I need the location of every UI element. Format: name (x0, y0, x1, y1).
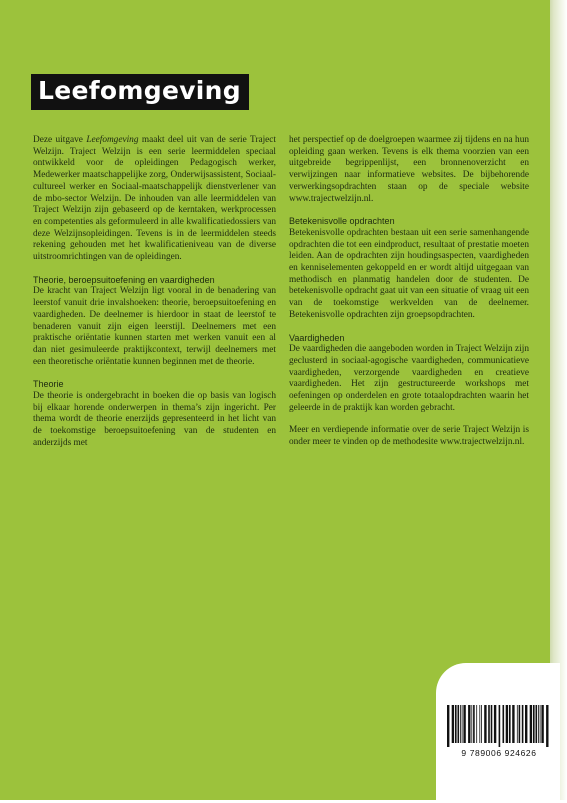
section-heading-opdrachten: Betekenisvolle opdrachten (289, 216, 395, 227)
section-text-theorie: De theorie is ondergebracht in boeken die op basis van logisch bij elkaar horende onderwerpen in thema’s zijn ingericht. Per thema wordt de theorie enerzijds gepresenteerd in het licht van de toekomstige beroepsuitoefening van de studenten en anderzijds met (33, 391, 276, 448)
series-title: Leefomgeving (31, 74, 249, 110)
barcode-icon (445, 705, 553, 747)
right-text-column (289, 135, 529, 460)
section-heading-vaardigheden: Vaardigheden (289, 332, 345, 343)
isbn-digits: 9 789006 924626 (461, 748, 537, 758)
section-heading-theorie-beroep: Theorie, beroepsuitoefening en vaardigheden (33, 274, 215, 285)
section-text-theorie-beroep: De kracht van Traject Welzijn ligt vooral in de benadering van leerstof vanuit drie invalshoeken: theorie, beroepsuitoefening en vaardigheden. De deelnemer is hierdoor in staat de leerstof te benaderen vanuit zijn eigen leerstijl. Deelnemers met een praktische oriëntatie kunnen starten met werken vanuit een al dan niet gesimuleerde praktijkcontext, terwijl deelnemers met een theoretische oriëntatie kunnen beginnen met de theorie. (33, 286, 276, 367)
section-text-opdrachten: Betekenisvolle opdrachten bestaan uit een serie samenhangende opdrachten die tot een eindproduct, resultaat of prestatie moeten leiden. Aan de opdrachten zijn houdingsaspecten, vaardigheden en kenniselementen gekoppeld en er wordt altijd uitgegaan van methodisch en planmatig handelen door de studenten. De betekenisvolle opdracht gaat uit van een situatie of vraag uit een van de toekomstige werkvelden van de deelnemer. Betekenisvolle opdrachten zijn groepsopdrachten. (289, 227, 529, 320)
closing-paragraph: Meer en verdiepende informatie over de serie Traject Welzijn is onder meer te vinden op de methodesite www.trajectwelzijn.nl. (289, 425, 529, 448)
intro-post: maakt deel uit van de serie Traject Welzijn. Traject Welzijn is een serie leermiddelen speciaal ontwikkeld voor de opleidingen Pedagogisch werker, Medewerker maatschappelijke zorg, Onderwijsassistent, Sociaal-cultureel werker en Sociaal-maatschappelijk dienstverlener van de mbo-sector Welzijn. De inhouden van alle leermiddelen van Traject Welzijn zijn gebaseerd op de kerntaken, werkprocessen en competenties als geformuleerd in alle kwalificatiedossiers van deze Welzijnsopleidingen. Tevens is in de leermiddelen steeds rekening gehouden met het kwalificatieniveau van de diverse uitstroomrichtingen van de opleidingen. (33, 135, 277, 263)
section-text-vaardigheden: De vaardigheden die aangeboden worden in Traject Welzijn zijn geclusterd in sociaal-agogische vaardigheden, communicatieve vaardigheden, verzorgende vaardigheden en creatieve vaardigheden. Het zijn gestructureerde workshops met oefeningen op onderdelen en grote totaalopdrachten waarin het geleerde in de praktijk kan worden gebracht. (289, 344, 529, 413)
intro-paragraph (33, 135, 276, 264)
section-heading-theorie: Theorie (33, 379, 64, 390)
continued-paragraph: het perspectief op de doelgroepen waarmee zij tijdens en na hun opleiding gaan werken. Tevens is elk thema voorzien van een uitgebreide begrippenlijst, een bronnenoverzicht en verwijzingen naar informatieve websites. De bijbehorende verwerkingsopdrachten staan op de speciale website www.trajectwelzijn.nl. (289, 135, 529, 204)
intro-book-title: Leefomgeving (86, 135, 139, 145)
left-text-column (33, 135, 276, 461)
intro-pre: Deze uitgave (33, 135, 87, 145)
